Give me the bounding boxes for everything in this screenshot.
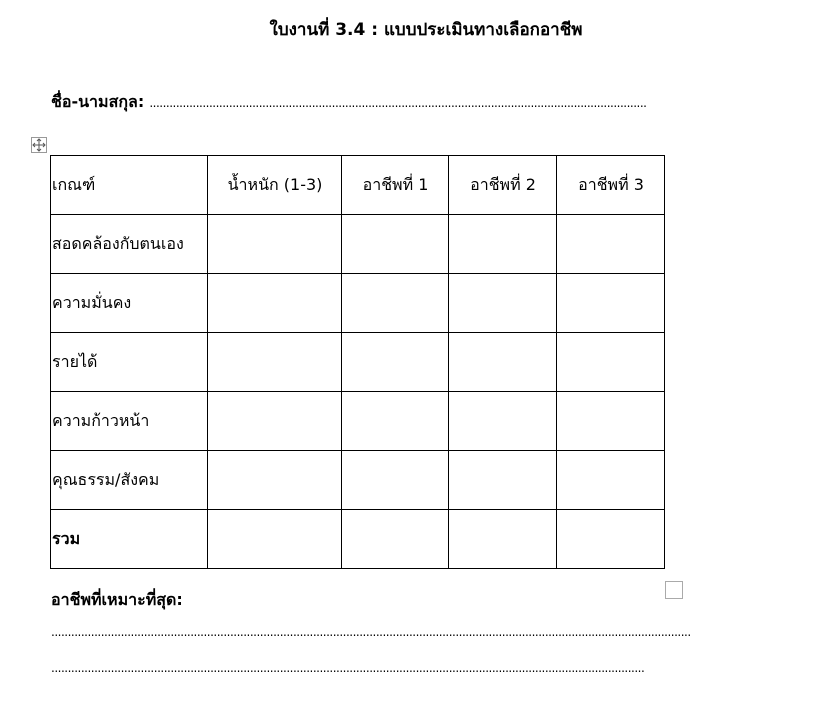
career-2-cell[interactable] xyxy=(449,451,557,510)
criterion-cell: สอดคล้องกับตนเอง xyxy=(51,215,208,274)
name-blank[interactable]: ...................................................................................................................................................... xyxy=(149,96,647,110)
career-1-cell[interactable] xyxy=(342,274,449,333)
table-row xyxy=(51,333,665,392)
career-1-cell[interactable] xyxy=(342,215,449,274)
weight-cell[interactable] xyxy=(208,215,342,274)
table-move-handle-icon[interactable] xyxy=(31,137,47,153)
career-2-cell[interactable] xyxy=(449,215,557,274)
best-career-label: อาชีพที่เหมาะที่สุด: xyxy=(51,590,183,609)
best-career-line-2[interactable]: ................................................................................................................................................................................... xyxy=(51,661,645,675)
weight-cell[interactable] xyxy=(208,274,342,333)
criterion-cell: รายได้ xyxy=(51,333,208,392)
header-career-1: อาชีพที่ 1 xyxy=(342,156,449,215)
page-title: ใบงานที่ 3.4 : แบบประเมินทางเลือกอาชีพ xyxy=(269,20,583,40)
criterion-cell: คุณธรรม/สังคม xyxy=(51,451,208,510)
career-3-cell[interactable] xyxy=(557,451,665,510)
career-1-cell[interactable] xyxy=(342,392,449,451)
best-career-line-1[interactable]: ................................................................................................................................................................................................. xyxy=(51,625,691,639)
table-row xyxy=(51,274,665,333)
total-label-cell: รวม xyxy=(51,510,208,569)
table-resize-handle[interactable] xyxy=(665,581,683,599)
total-row xyxy=(51,510,665,569)
table-row xyxy=(51,215,665,274)
name-field[interactable] xyxy=(51,90,647,115)
career-2-cell[interactable] xyxy=(449,392,557,451)
career-1-cell[interactable] xyxy=(342,451,449,510)
criterion-cell: ความมั่นคง xyxy=(51,274,208,333)
career-2-total-cell[interactable] xyxy=(449,510,557,569)
career-3-total-cell[interactable] xyxy=(557,510,665,569)
table-row xyxy=(51,451,665,510)
career-3-cell[interactable] xyxy=(557,274,665,333)
table-row xyxy=(51,392,665,451)
name-label: ชื่อ-นามสกุล: xyxy=(51,92,145,111)
table-header-row xyxy=(51,156,665,215)
weight-cell[interactable] xyxy=(208,392,342,451)
career-3-cell[interactable] xyxy=(557,215,665,274)
criterion-cell: ความก้าวหน้า xyxy=(51,392,208,451)
header-career-3: อาชีพที่ 3 xyxy=(557,156,665,215)
weight-cell[interactable] xyxy=(208,333,342,392)
career-3-cell[interactable] xyxy=(557,333,665,392)
career-2-cell[interactable] xyxy=(449,274,557,333)
header-weight: น้ำหนัก (1-3) xyxy=(208,156,342,215)
career-2-cell[interactable] xyxy=(449,333,557,392)
career-1-cell[interactable] xyxy=(342,333,449,392)
weight-total-cell[interactable] xyxy=(208,510,342,569)
header-criterion: เกณฑ์ xyxy=(51,156,208,215)
career-1-total-cell[interactable] xyxy=(342,510,449,569)
evaluation-table xyxy=(50,155,665,569)
career-3-cell[interactable] xyxy=(557,392,665,451)
header-career-2: อาชีพที่ 2 xyxy=(449,156,557,215)
weight-cell[interactable] xyxy=(208,451,342,510)
